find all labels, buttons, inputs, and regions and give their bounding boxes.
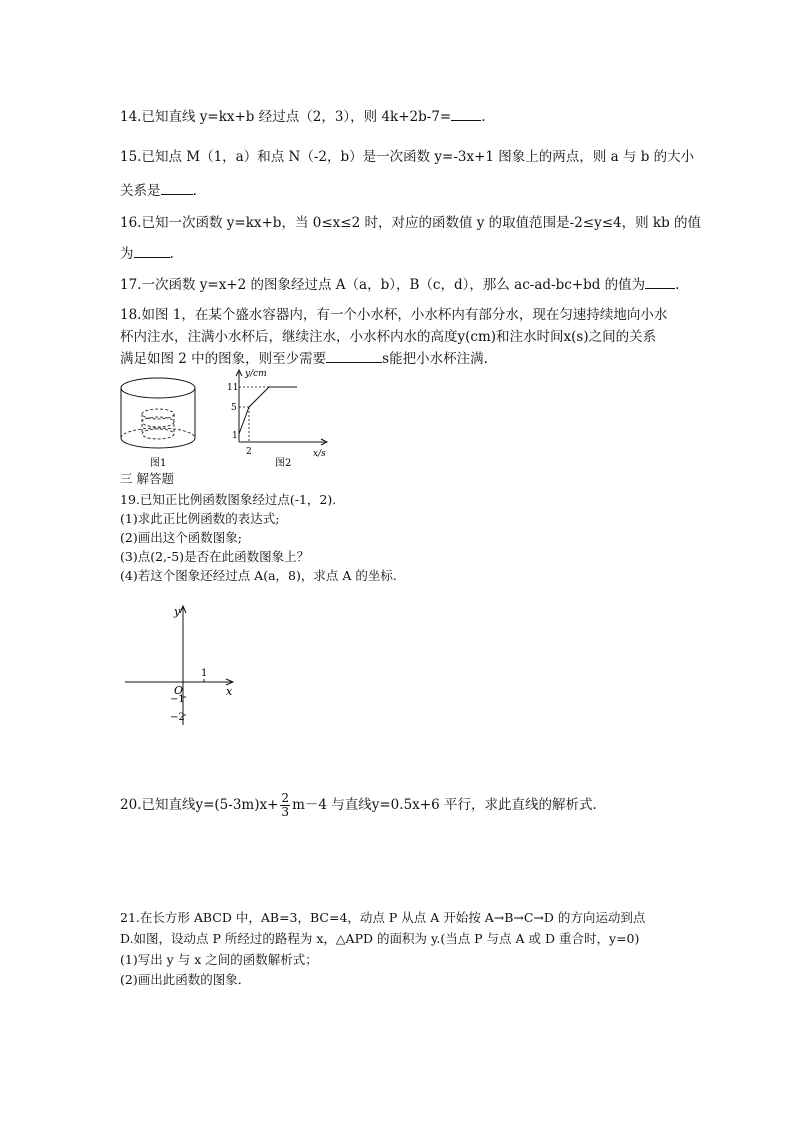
answer-blank xyxy=(161,182,193,195)
question-17: 17.一次函数 y=x+2 的图象经过点 A（a，b），B（c，d），那么 ac-ad-bc+bd 的值为 . xyxy=(120,277,680,293)
coordinate-axes xyxy=(120,603,250,729)
origin-label: O xyxy=(174,684,184,697)
y-tick-1: 1 xyxy=(232,431,238,441)
question-18-line3: 满足如图 2 中的图象，则至少需要 s能把小水杯注满. xyxy=(120,351,488,367)
x-label: x xyxy=(226,685,233,698)
figure-2-caption: 图2 xyxy=(275,458,292,469)
question-21-line2: D.如图，设动点 P 所经过的路程为 x，△APD 的面积为 y.(当点 P 与点 A 或 D 重合时，y=0) xyxy=(120,931,640,946)
question-18-line1: 18.如图 1，在某个盛水容器内，有一个小水杯，小水杯内有部分水，现在匀速持续地向小水 xyxy=(120,307,668,323)
question-16-line2: 为 . xyxy=(120,246,174,262)
question-15-line1: 15.已知点 M（1，a）和点 N（-2，b）是一次函数 y=-3x+1 图象上的两点，则 a 与 b 的大小 xyxy=(120,149,695,165)
answer-blank xyxy=(451,108,481,121)
question-21-line1: 21.在长方形 ABCD 中，AB=3，BC=4，动点 P 从点 A 开始按 A→B→C→D 的方向运动到点 xyxy=(120,910,646,925)
section-heading: 三 解答题 xyxy=(120,471,174,486)
x-axis-label: x/s xyxy=(313,449,326,459)
answer-blank xyxy=(134,245,170,258)
figure-1-container xyxy=(118,374,218,470)
tick-1: 1 xyxy=(201,668,208,679)
question-19-part4: (4)若这个图象还经过点 A(a，8)，求点 A 的坐标. xyxy=(120,568,397,583)
question-19-part3: (3)点(2,-5)是否在此函数图象上？ xyxy=(120,549,310,564)
y-tick-5: 5 xyxy=(231,403,237,413)
answer-blank xyxy=(645,276,675,289)
question-21-part2: (2)画出此函数的图象． xyxy=(120,972,251,987)
question-21-part1: (1)写出 y 与 x 之间的函数解析式； xyxy=(120,952,318,967)
question-19-stem: 19.已知正比例函数图象经过点(-1，2). xyxy=(120,492,337,507)
x-tick-2: 2 xyxy=(246,447,252,457)
question-20: 20.已知直线y=(5-3m)x+ $\frac{2}{3}$ m－4 与直线y=0.5x+6 平行，求此直线的解析式. xyxy=(120,791,597,819)
question-16-line1: 16.已知一次函数 y=kx+b，当 0≤x≤2 时，对应的函数值 y 的取值范围是-2≤y≤4，则 kb 的值 xyxy=(120,215,702,231)
figure-1-caption: 图1 xyxy=(150,458,167,469)
question-15-line2: 关系是 . xyxy=(120,183,197,199)
y-axis-label: y/cm xyxy=(245,369,267,379)
y-label: y xyxy=(174,605,181,618)
tick-minus-2: −2 xyxy=(170,712,185,723)
fraction: $\frac{2}{3}$ xyxy=(281,791,290,819)
question-14: 14.已知直线 y=kx+b 经过点（2，3），则 4k+2b-7= . xyxy=(120,109,486,125)
answer-blank xyxy=(326,350,382,363)
tick-minus-1: −1 xyxy=(170,694,185,705)
question-18-line2: 杯内注水，注满小水杯后，继续注水，小水杯内水的高度y(cm)和注水时间x(s)之间的关系 xyxy=(120,329,657,345)
question-19-part1: (1)求此正比例函数的表达式; xyxy=(120,511,280,526)
figure-2-graph xyxy=(225,368,335,472)
y-tick-11: 11 xyxy=(227,383,239,393)
question-19-part2: (2)画出这个函数图象; xyxy=(120,530,242,545)
